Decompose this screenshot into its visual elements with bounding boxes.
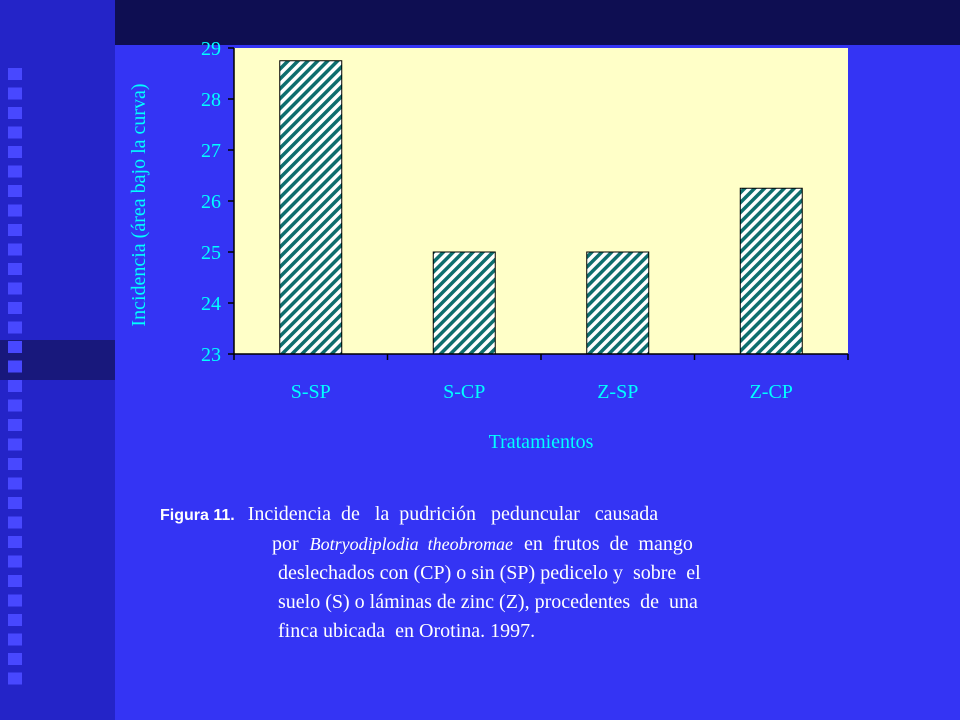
figure-label: Figura 11. [160,507,235,524]
y-axis-label: Incidencia (área bajo la curva) [128,83,150,327]
caption-text-3: deslechados con (CP) o sin (SP) pedicelo y sobre el [278,562,701,584]
caption-text-2b: en frutos de mango [523,533,693,555]
figure-caption [160,500,840,646]
caption-text-4: suelo (S) o láminas de zinc (Z), procedentes de una [278,591,698,613]
x-axis-label: Tratamientos [488,431,594,453]
y-tick-label: 25 [201,242,221,264]
y-tick-label: 26 [201,191,221,213]
caption-line-1 [160,500,840,530]
bar-s-cp [433,252,495,354]
x-tick-label: Z-CP [749,381,793,403]
bar-z-cp [740,188,802,354]
y-tick-label: 27 [201,140,221,162]
y-tick-label: 24 [201,293,221,315]
caption-text-5: finca ubicada en Orotina. 1997. [278,620,536,642]
caption-species-name: Botryodiplodia theobromae [309,534,513,554]
bar-s-sp [280,61,342,354]
caption-text-1: Incidencia de la pudrición peduncular causada [247,503,659,525]
caption-line-5 [278,617,958,646]
caption-line-3 [278,559,958,588]
bar-z-sp [587,252,649,354]
caption-line-2 [272,530,952,559]
y-tick-label: 29 [201,38,221,60]
y-tick-label: 23 [201,344,221,366]
x-tick-label: S-SP [290,381,331,403]
x-tick-label: Z-SP [597,381,639,403]
y-tick-label: 28 [201,89,221,111]
x-tick-label: S-CP [443,381,486,403]
caption-line-4 [278,588,958,617]
caption-text-2a: por [272,533,299,555]
